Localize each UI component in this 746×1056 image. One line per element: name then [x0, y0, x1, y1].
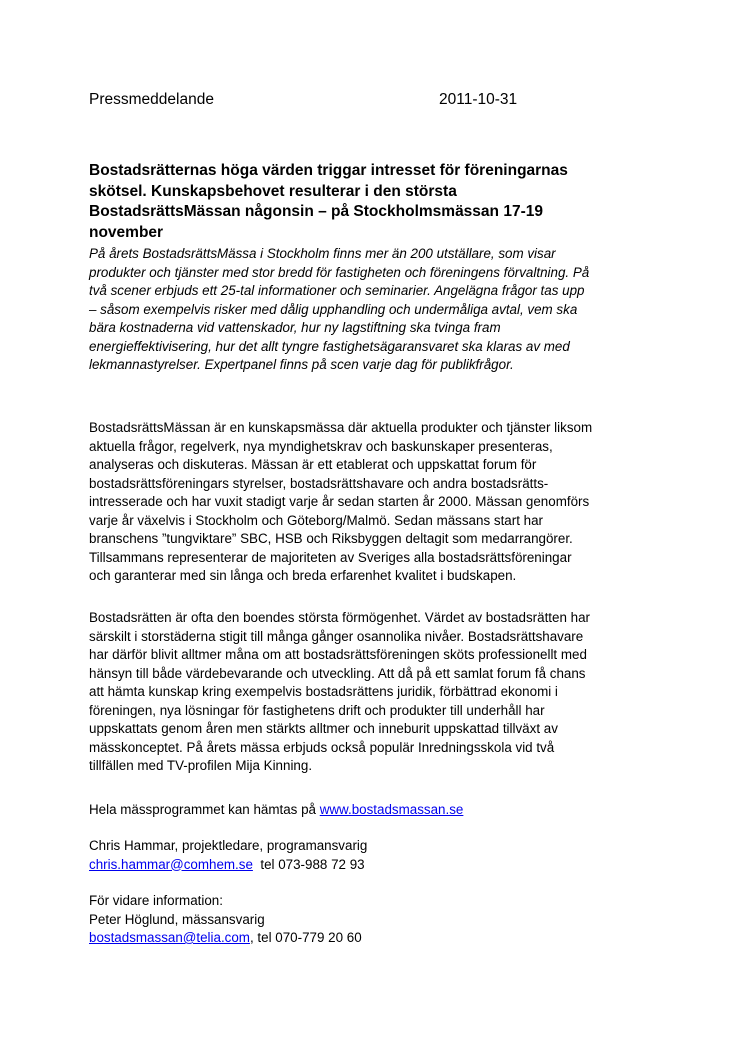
- contact-primary: [89, 837, 669, 874]
- body-line: Bostadsrätten är ofta den boendes största förmögenhet. Värdet av bostadsrätten har: [89, 610, 590, 625]
- body-line: Tillsammans representerar de majoriteten av Sveriges alla bostadsrättsföreningar: [89, 549, 572, 565]
- body-line: aktuella frågor, regelverk, nya myndighetskrav och baskunskaper presenteras,: [89, 438, 553, 454]
- body-line: att hämta kunskap kring exempelvis bostadsrättens juridik, förbättrad ekonomi i: [89, 684, 558, 699]
- body-line: mässkonceptet. På årets mässa erbjuds också populär Inredningsskola vid två: [89, 739, 555, 755]
- contact-secondary: [89, 892, 669, 948]
- body-line: varje år växelvis i Stockholm och Göteborg/Malmö. Sedan mässans start har: [89, 512, 543, 528]
- lead-line: energieffektivisering, hur det allt tyngre fastighetsägaransvaret ska klaras av med: [89, 338, 570, 354]
- lead-line: två scener erbjuds ett 25-tal informationer och seminarier. Angelägna frågor tas upp: [89, 283, 585, 298]
- program-text: Hela mässprogrammet kan hämtas på: [89, 802, 320, 817]
- more-info-label: För vidare information:: [89, 893, 223, 908]
- press-header: [89, 90, 649, 110]
- headline-line: BostadsrättsMässan någonsin – på Stockholmsmässan 17-19: [89, 203, 543, 220]
- lead-line: bära kostnaderna vid vattenskador, hur ny lagstiftning ska tvinga fram: [89, 320, 501, 335]
- contact-phone: , tel 070-779 20 60: [249, 930, 362, 945]
- contact-line: [89, 929, 669, 948]
- body-line: hänsyn till både värdebevarande och utveckling. Att då på ett samlat forum få chans: [89, 665, 586, 681]
- contact-name-role: Peter Höglund, mässansvarig: [89, 911, 265, 927]
- headline-line: november: [89, 223, 164, 241]
- body-line: har därför blivit alltmer måna om att bostadsrättsföreningen sköts professionellt med: [89, 647, 587, 662]
- release-date: 2011-10-31: [439, 91, 518, 108]
- body-line: föreningen, nya lösningar för fastighetens drift och produkter till underhåll har: [89, 702, 545, 718]
- contact-line: [89, 856, 669, 875]
- contact-email-link[interactable]: chris.hammar@comhem.se: [89, 856, 253, 872]
- program-line: [89, 801, 669, 820]
- body-line: analyseras och diskuteras. Mässan är ett etablerat och uppskattat forum för: [89, 457, 537, 472]
- lead-line: lekmannastyrelser. Expertpanel finns på scen varje dag för publikfrågor.: [89, 357, 514, 372]
- body-line: bostadsrättsföreningars styrelser, bostadsrättshavare och andra bostadsrätts-: [89, 475, 549, 491]
- body-line: uppskattats genom åren men stärkts alltmer och inneburit uppskattad tillväxt av: [89, 721, 558, 736]
- body-paragraph-1: [89, 419, 669, 586]
- contact-phone: tel 073-988 72 93: [252, 856, 365, 872]
- body-line: branschens ”tungviktare” SBC, HSB och Riksbyggen deltagit som medarrangörer.: [89, 531, 573, 546]
- body-line: tillfällen med TV-profilen Mija Kinning.: [89, 758, 313, 773]
- website-link[interactable]: www.bostadsmassan.se: [319, 802, 464, 817]
- headline-line: Bostadsrätternas höga värden triggar intresset för föreningarnas: [89, 162, 568, 179]
- lead-paragraph: [89, 245, 669, 375]
- lead-line: – såsom exempelvis risker med dålig upphandling och undermåliga avtal, vem ska: [89, 301, 578, 317]
- body-line: särskilt i storstäderna stigit till många gånger osannolika nivåer. Bostadsrättshavare: [89, 628, 584, 644]
- body-line: BostadsrättsMässan är en kunskapsmässa där aktuella produkter och tjänster liksom: [89, 420, 593, 435]
- contact-name-role: Chris Hammar, projektledare, programansvarig: [89, 838, 368, 853]
- body-line: och garanterar med sin långa och breda erfarenhet kvalitet i budskapen.: [89, 568, 517, 583]
- body-paragraph-2: [89, 609, 669, 776]
- headline-line: skötsel. Kunskapsbehovet resulterar i den största: [89, 182, 457, 200]
- lead-line: produkter och tjänster med stor bredd för fastigheten och föreningens förvaltning. På: [89, 264, 590, 280]
- contact-email-link[interactable]: bostadsmassan@telia.com: [89, 930, 250, 945]
- program-paragraph: [89, 801, 669, 820]
- headline: [89, 161, 649, 243]
- body-line: intresserade och har vuxit stadigt varje år sedan starten år 2000. Mässan genomförs: [89, 494, 590, 509]
- press-release-label: Pressmeddelande: [89, 91, 214, 108]
- lead-line: På årets BostadsrättsMässa i Stockholm finns mer än 200 utställare, som visar: [89, 246, 556, 261]
